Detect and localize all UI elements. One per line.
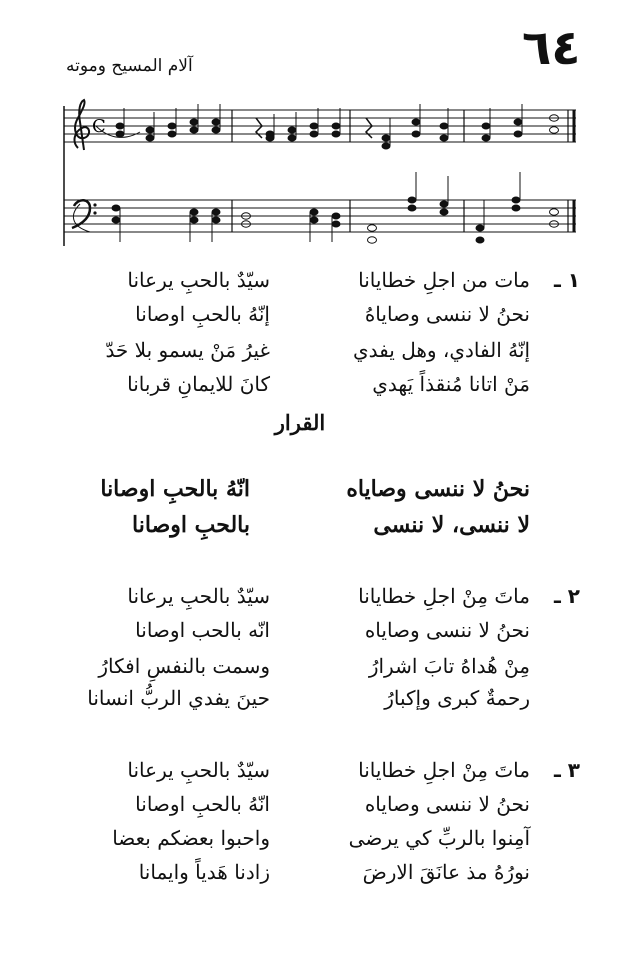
verse-3-line-2-right: نحنُ لا ننسى وصاياه: [364, 792, 530, 816]
verse-3-line-2: [60, 788, 530, 820]
verse-2-line-1: [60, 580, 530, 612]
music-score: [60, 96, 580, 256]
chorus-line-1-right: نحنُ لا ننسى وصاياه: [346, 476, 530, 502]
treble-staff: [64, 110, 576, 142]
verse-3-line-2-left: انّهُ بالحبِ اوصانا: [135, 792, 270, 816]
verse-1-line-1-right: مات من اجلِ خطايانا: [358, 268, 530, 292]
chorus-line-2-right: لا ننسى، لا ننسى: [373, 512, 530, 538]
verse-number-2: ٢ ـ: [553, 584, 580, 608]
verse-3-line-4-right: نورُهُ مذ عانَقَ الارضَ: [362, 860, 530, 884]
time-signature-icon: C: [92, 116, 106, 137]
bar-lines: [232, 110, 574, 232]
hymn-number: ٦٤: [522, 20, 581, 76]
verse-1-line-2-right: نحنُ لا ننسى وصاياهُ: [364, 302, 530, 326]
chorus-line-1-left: انّهُ بالحبِ اوصانا: [100, 476, 250, 502]
verse-2-line-3-left: وسمت بالنفسِ افكارُ: [98, 654, 270, 678]
verse-3-line-3: [60, 822, 530, 854]
verse-1-line-4: [60, 368, 530, 400]
verse-2-line-2-right: نحنُ لا ننسى وصاياه: [364, 618, 530, 642]
verse-2-line-2: [60, 614, 530, 646]
verse-1-line-3-right: إنّهُ الفادي، وهل يفدي: [353, 338, 530, 362]
verse-2-line-4: [60, 682, 530, 714]
verse-3-line-3-right: آمِنوا بالربِّ كي يرضى: [348, 826, 530, 850]
verse-number-3: ٣ ـ: [553, 758, 580, 782]
verse-3-line-1-left: سيّدٌ بالحبِ يرعانا: [127, 758, 270, 782]
verse-1-line-2-left: إنّهُ بالحبِ اوصانا: [135, 302, 270, 326]
verse-2-line-2-left: انّه بالحب اوصانا: [135, 618, 270, 642]
verse-1-line-2: [60, 298, 530, 330]
verse-1-line-1-left: سيّدٌ بالحبِ يرعانا: [127, 268, 270, 292]
verse-3-line-3-left: واحبوا بعضكم بعضا: [112, 826, 270, 850]
chorus-line-2: [60, 508, 530, 542]
verse-2-line-4-right: رحمةٌ كبرى وإكبارُ: [384, 686, 530, 710]
verse-3-line-4: [60, 856, 530, 888]
verse-2-line-3-right: مِنْ هُداهُ تابَ اشرارُ: [368, 654, 530, 678]
verse-2-line-3: [60, 650, 530, 682]
verse-number-1: ١ ـ: [553, 268, 580, 292]
verse-1-line-3: [60, 334, 530, 366]
chorus-line-2-left: بالحبِ اوصانا: [132, 512, 250, 538]
bass-staff: [64, 200, 576, 232]
verse-1-line-4-right: مَنْ اتانا مُنقذاً يَهدي: [372, 372, 530, 396]
verse-3-line-1: [60, 754, 530, 786]
verse-3-line-1-right: ماتَ مِنْ اجلِ خطايانا: [358, 758, 530, 782]
header-title: آلام المسيح وموته: [66, 56, 193, 76]
verse-2-line-4-left: حينَ يفدي الربُّ انسانا: [87, 686, 270, 710]
verse-3-line-4-left: زادنا هَدياً وايمانا: [138, 860, 270, 884]
verse-1-line-4-left: كانَ للايمانِ قربانا: [127, 372, 270, 396]
chorus-label: القرار: [274, 410, 326, 435]
verse-1-line-3-left: غيرُ مَنْ يسمو بلا حَدّ: [105, 338, 270, 362]
verse-1-line-1: [60, 264, 530, 296]
verse-2-line-1-left: سيّدٌ بالحبِ يرعانا: [127, 584, 270, 608]
chorus-line-1: [60, 472, 530, 506]
verse-2-line-1-right: ماتَ مِنْ اجلِ خطايانا: [358, 584, 530, 608]
